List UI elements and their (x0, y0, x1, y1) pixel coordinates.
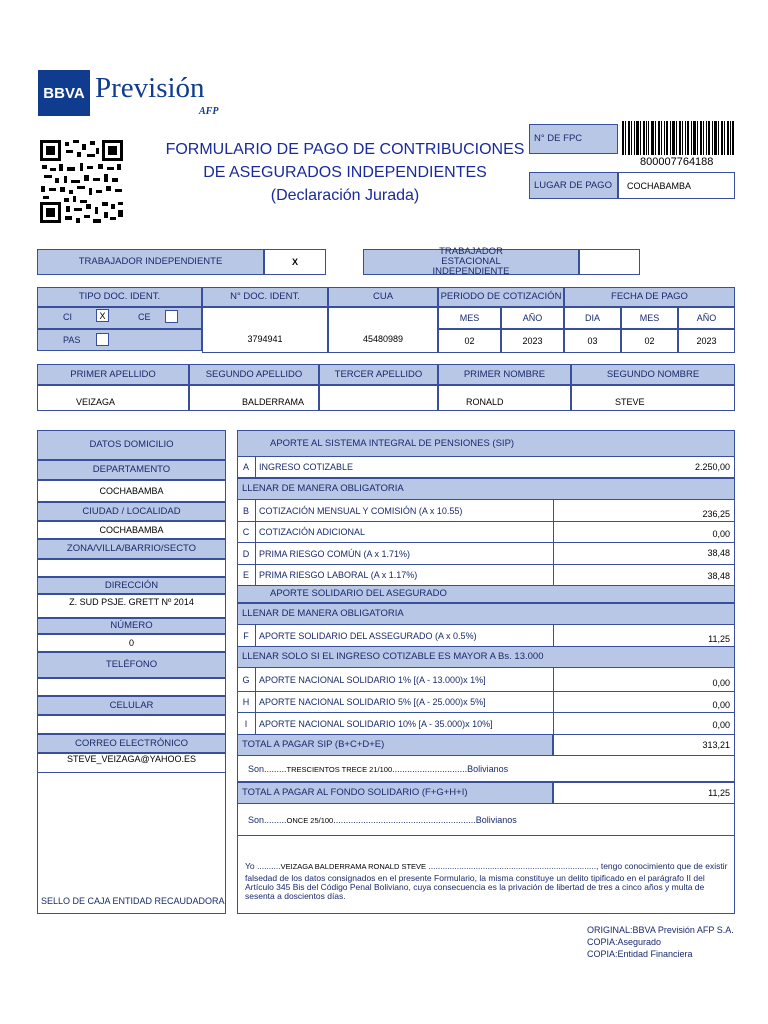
barcode (622, 121, 734, 155)
logo-afp: AFP (199, 106, 219, 117)
solo-si-note-text: LLENAR SOLO SI EL INGRESO COTIZABLE ES MAYOR A Bs. 13.000 (242, 651, 544, 663)
telefono-value (37, 678, 226, 696)
copia-entidad: COPIA:Entidad Financiera (587, 949, 693, 959)
trabajador-independiente-text: TRABAJADOR INDEPENDIENTE (78, 256, 223, 268)
ce-label: CE (138, 312, 151, 322)
sello-caja-label: SELLO DE CAJA ENTIDAD RECAUDADORA (41, 896, 225, 906)
fecha-dia-label-text: DIA (584, 313, 600, 323)
fpc-label (529, 124, 618, 154)
row-b-value: 236,25 (702, 509, 730, 519)
obligatoria-1 (237, 478, 735, 500)
ciudad-label (37, 502, 226, 521)
tipo-doc-pas-row (37, 329, 202, 351)
son-fs-prefix: Son......... (248, 815, 287, 825)
fecha-pago-header-text: FECHA DE PAGO (611, 291, 688, 303)
cua-value (328, 307, 438, 353)
son-sip-suffix: Bolivianos (467, 764, 509, 774)
row-a-label: INGRESO COTIZABLE (259, 462, 354, 472)
fpc-label-text: N° DE FPC (534, 133, 583, 145)
primer-nombre-header (438, 364, 571, 385)
son-sip-prefix: Son......... (248, 764, 287, 774)
trabajador-independiente-label (37, 249, 264, 275)
cua-value-text: 45480989 (362, 334, 404, 344)
aporte-solidario-title (237, 585, 735, 603)
periodo-anio-value-text: 2023 (522, 336, 543, 346)
trabajador-independiente-mark[interactable] (264, 249, 326, 275)
periodo-header-text: PERIODO DE COTIZACIÓN (440, 291, 562, 303)
row-i-letter: I (237, 713, 256, 734)
row-a-letter: A (237, 457, 256, 477)
row-b-letter: B (237, 500, 256, 521)
primer-nombre-value-text: RONALD (466, 397, 504, 407)
obligatoria-1-text: LLENAR DE MANERA OBLIGATORIA (242, 483, 404, 495)
declaracion-nombre: VEIZAGA BALDERRAMA RONALD STEVE (280, 862, 427, 871)
row-a-value: 2.250,00 (694, 462, 730, 472)
num-doc-header-text: N° DOC. IDENT. (230, 291, 300, 303)
fecha-anio-value (678, 329, 735, 353)
ci-checkbox[interactable] (96, 309, 109, 322)
son-sip-dots: .............................. (392, 764, 468, 774)
periodo-mes-label (438, 307, 501, 329)
celular-label-text: CELULAR (109, 699, 154, 711)
fecha-dia-value (564, 329, 621, 353)
tipo-doc-header (37, 287, 202, 307)
ci-mark: X (99, 310, 106, 321)
copia-original: ORIGINAL:BBVA Previsión AFP S.A. (587, 925, 734, 935)
fecha-dia-value-text: 03 (587, 336, 598, 346)
direccion-label (37, 577, 226, 594)
telefono-label (37, 652, 226, 678)
tercer-apellido-value (319, 385, 438, 411)
telefono-label-text: TELÉFONO (105, 659, 158, 671)
segundo-nombre-header (571, 364, 735, 385)
cua-header-text: CUA (372, 291, 394, 303)
row-b-label: COTIZACIÓN MENSUAL Y COMISIÓN (A x 10.55) (256, 500, 554, 521)
fecha-anio-label-text: AÑO (696, 313, 717, 323)
departamento-value (37, 480, 226, 502)
numero-label (37, 618, 226, 634)
num-doc-value-text: 3794941 (247, 334, 283, 344)
logo-prevision: Previsión (95, 72, 205, 104)
fecha-mes-label-text: MES (639, 313, 660, 323)
departamento-label (37, 460, 226, 480)
row-d-value: 38,48 (707, 548, 730, 558)
ciudad-value-text: COCHABAMBA (99, 525, 164, 535)
aporte-sip-title (237, 430, 735, 457)
row-e-letter: E (237, 565, 256, 585)
celular-label (37, 696, 226, 715)
fecha-anio-label (678, 307, 735, 329)
bbva-logo (38, 70, 90, 116)
son-fs-dots: ......................................................... (333, 815, 476, 825)
son-fs-amount: ONCE 25/100 (286, 816, 334, 825)
row-e-label: PRIMA RIESGO LABORAL (A x 1.17%) (256, 565, 554, 585)
numero-label-text: NÚMERO (110, 620, 153, 632)
lugar-pago-value (618, 172, 735, 199)
row-g-letter: G (237, 668, 256, 691)
row-f-label: APORTE SOLIDARIO DEL ASSEGURADO (A x 0.5%) (256, 625, 554, 646)
direccion-label-text: DIRECCIÓN (104, 579, 159, 591)
correo-label-text: CORREO ELECTRÓNICO (75, 737, 188, 749)
copia-asegurado: COPIA:Asegurado (587, 937, 662, 947)
trabajador-estacional-text: TRABAJADOR ESTACIONAL INDEPENDIENTE (432, 246, 510, 277)
row-c-letter: C (237, 522, 256, 542)
num-doc-header (202, 287, 328, 307)
fecha-mes-value (621, 329, 678, 353)
segundo-apellido-value (189, 385, 319, 411)
primer-apellido-value-text: VEIZAGA (76, 397, 116, 407)
declaracion-texto1: tengo conocimiento que de existir (598, 861, 728, 871)
barcode-number: 800007764188 (640, 156, 714, 168)
segundo-nombre-value (571, 385, 735, 411)
solo-si-note (237, 646, 735, 668)
declaracion-yo: Yo .......... (245, 861, 281, 871)
segundo-nombre-value-text: STEVE (615, 397, 645, 407)
total-fs-label (237, 782, 553, 804)
aporte-sip-title-text: APORTE AL SISTEMA INTEGRAL DE PENSIONES (SIP) (270, 437, 515, 449)
periodo-anio-label (501, 307, 564, 329)
segundo-apellido-header (189, 364, 319, 385)
row-d-label: PRIMA RIESGO COMÚN (A x 1.71%) (256, 543, 554, 564)
row-h-label: APORTE NACIONAL SOLIDARIO 5% [(A - 25.000)x 5%] (256, 692, 554, 712)
form-title-line1: FORMULARIO DE PAGO DE CONTRIBUCIONES (165, 141, 525, 158)
domicilio-title-text: DATOS DOMICILIO (89, 439, 174, 451)
row-e-value: 38,48 (707, 571, 730, 581)
lugar-pago-label-text: LUGAR DE PAGO (534, 179, 612, 191)
row-f-value: 11,25 (708, 634, 730, 644)
row-h-value: 0,00 (712, 700, 730, 710)
direccion-value (37, 594, 226, 618)
form-title-line3: (Declaración Jurada) (270, 187, 420, 204)
departamento-label-text: DEPARTAMENTO (92, 464, 171, 476)
zona-label (37, 539, 226, 559)
obligatoria-2 (237, 603, 735, 625)
numero-value (37, 634, 226, 652)
fecha-pago-header (564, 287, 735, 307)
row-d-letter: D (237, 543, 256, 564)
fecha-mes-label (621, 307, 678, 329)
num-doc-value (202, 307, 328, 353)
declaracion-texto2: falsedad de los datos consignados en el presente Formulario, la misma constituye un delito tipificado en el parágrafo II del Artículo 345 Bis del Código Penal Boliviano, cuya consecuencia es la privación de libertad de tres a cinco años y multa de sesenta a doscientos días. (245, 873, 705, 901)
row-i-value: 0,00 (712, 720, 730, 730)
primer-apellido-header (37, 364, 189, 385)
fecha-mes-value-text: 02 (644, 336, 655, 346)
row-i-label: APORTE NACIONAL SOLIDARIO 10% [A - 35.000)x 10%] (256, 713, 554, 734)
ci-label: CI (63, 312, 72, 322)
correo-value-text: STEVE_VEIZAGA@YAHOO.ES (66, 754, 196, 764)
row-c-value: 0,00 (712, 529, 730, 539)
lugar-pago-label (529, 172, 618, 199)
pas-label: PAS (63, 335, 81, 345)
total-fs-value-text: 11,25 (708, 788, 730, 798)
segundo-apellido-value-text: BALDERRAMA (242, 397, 305, 407)
periodo-anio-value (501, 329, 564, 353)
lugar-pago-value-text: COCHABAMBA (627, 180, 692, 191)
qr-code (40, 140, 123, 223)
logo-bbva-text: BBVA (43, 84, 85, 102)
departamento-value-text: COCHABAMBA (99, 486, 164, 496)
total-sip-label-text: TOTAL A PAGAR SIP (B+C+D+E) (242, 739, 385, 751)
total-sip-label (237, 734, 553, 756)
form-title-line2: DE ASEGURADOS INDEPENDIENTES (203, 164, 487, 181)
trabajador-estacional-label (363, 246, 579, 277)
fecha-dia-label (564, 307, 621, 329)
periodo-mes-value (438, 329, 501, 353)
row-g-value: 0,00 (712, 678, 730, 688)
correo-value (37, 753, 226, 773)
pas-checkbox[interactable] (96, 333, 109, 346)
tercer-apellido-header (319, 364, 438, 385)
primer-apellido-header-text: PRIMER APELLIDO (70, 368, 156, 380)
ciudad-value (37, 521, 226, 539)
segundo-apellido-header-text: SEGUNDO APELLIDO (205, 368, 303, 380)
fecha-anio-value-text: 2023 (696, 336, 717, 346)
declaracion-line1 (245, 861, 730, 871)
aporte-solidario-title-text: APORTE SOLIDARIO DEL ASEGURADO (270, 588, 447, 600)
ce-checkbox[interactable] (165, 310, 178, 323)
zona-label-text: ZONA/VILLA/BARRIO/SECTO (66, 543, 197, 555)
row-h-letter: H (237, 692, 256, 712)
ciudad-label-text: CIUDAD / LOCALIDAD (82, 505, 181, 517)
cua-header (328, 287, 438, 307)
son-sip-text (248, 764, 508, 774)
primer-apellido-value (37, 385, 189, 411)
periodo-mes-value-text: 02 (464, 336, 475, 346)
trabajador-estacional-mark[interactable] (579, 249, 640, 275)
total-sip-value-text: 313,21 (702, 740, 730, 750)
periodo-header (438, 287, 564, 307)
son-fs-text (248, 815, 517, 825)
celular-value (37, 715, 226, 734)
periodo-anio-label-text: AÑO (522, 313, 543, 323)
total-fs-label-text: TOTAL A PAGAR AL FONDO SOLIDARIO (F+G+H+I) (242, 787, 468, 799)
tercer-apellido-header-text: TERCER APELLIDO (334, 368, 423, 380)
tipo-doc-header-text: TIPO DOC. IDENT. (78, 291, 161, 303)
primer-nombre-value (438, 385, 571, 411)
correo-label (37, 734, 226, 753)
son-sip-amount: TRESCIENTOS TRECE 21/100 (286, 765, 393, 774)
domicilio-title (37, 430, 226, 460)
total-sip-value (553, 734, 735, 756)
trabajador-independiente-mark-text: X (291, 257, 298, 267)
obligatoria-2-text: LLENAR DE MANERA OBLIGATORIA (242, 608, 404, 620)
total-fs-value (553, 782, 735, 804)
periodo-mes-label-text: MES (459, 313, 480, 323)
zona-value (37, 559, 226, 577)
numero-value-text: 0 (128, 638, 134, 648)
row-g-label: APORTE NACIONAL SOLIDARIO 1% [(A - 13.000)x 1%] (256, 668, 554, 691)
segundo-nombre-header-text: SEGUNDO NOMBRE (606, 368, 700, 380)
declaracion-dots: ......................................................................., (426, 861, 599, 871)
primer-nombre-header-text: PRIMER NOMBRE (463, 368, 546, 380)
direccion-value-text: Z. SUD PSJE. GRETT Nº 2014 (69, 597, 194, 607)
row-c-label: COTIZACIÓN ADICIONAL (256, 522, 554, 542)
row-f-letter: F (237, 625, 256, 646)
son-fs-suffix: Bolivianos (475, 815, 517, 825)
